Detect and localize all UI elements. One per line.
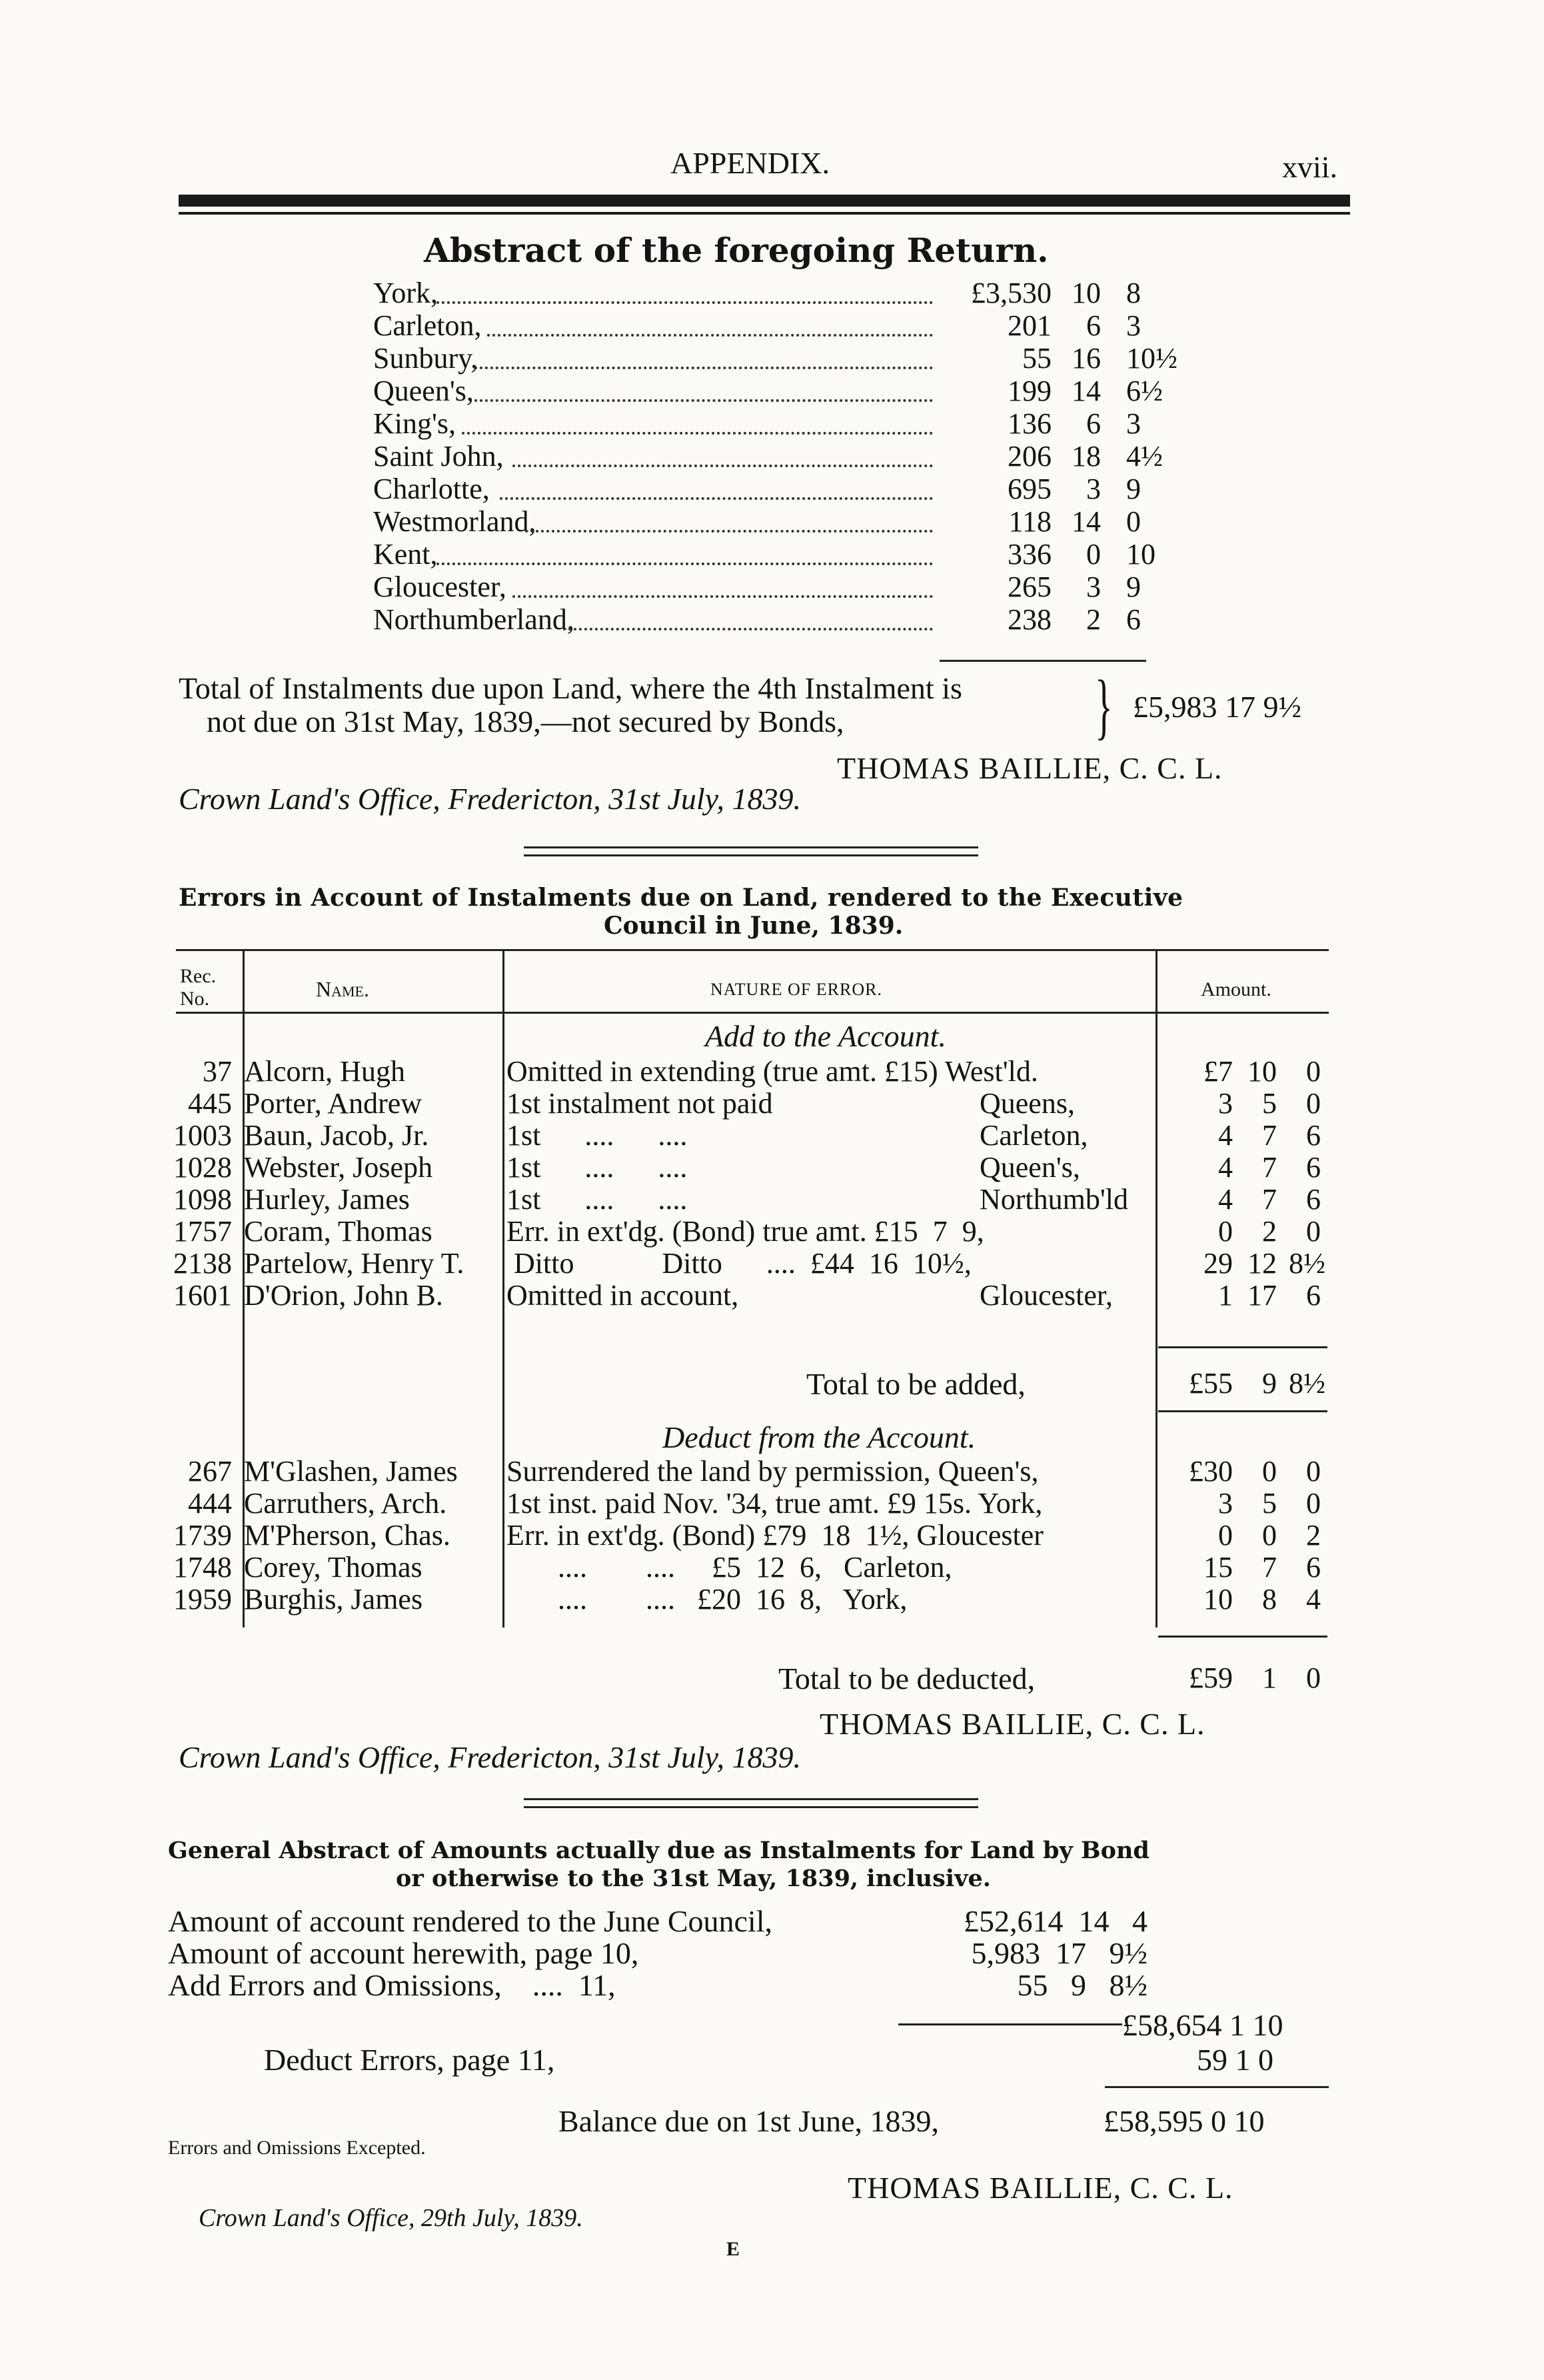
amount-shillings: 5	[1262, 1487, 1277, 1520]
abstract-pounds: 118	[1008, 505, 1052, 538]
amount-pounds: 0	[1218, 1215, 1233, 1248]
row-nature: Err. in ext'dg. (Bond) £79 18 1½, Gloucester	[506, 1519, 1044, 1552]
abstract-pence: 4½	[1126, 440, 1163, 473]
table-row	[0, 1182, 1544, 1214]
row-location: Queens,	[980, 1087, 1075, 1120]
general-title-line2: or otherwise to the 31st May, 1839, inclusive.	[396, 1865, 991, 1892]
row-name: D'Orion, John B.	[244, 1279, 443, 1312]
row-name: Partelow, Henry T.	[244, 1247, 464, 1280]
abstract-pence: 3	[1126, 407, 1141, 440]
deduct-total-label: Total to be deducted,	[778, 1662, 1036, 1696]
table-row	[0, 1518, 1544, 1550]
amount-shillings: 0	[1262, 1455, 1277, 1488]
abstract-pence: 6½	[1126, 375, 1163, 407]
row-name: Webster, Joseph	[244, 1151, 433, 1184]
amount-shillings: 7	[1262, 1119, 1277, 1152]
col-rule	[243, 949, 245, 1012]
amount-pence: 0	[1306, 1487, 1321, 1520]
amount-pence: 2	[1306, 1519, 1321, 1552]
table-row	[0, 1054, 1544, 1086]
abstract-shillings: 14	[1072, 505, 1101, 538]
abstract-pounds: £3,530	[971, 277, 1052, 309]
amount-shillings: 5	[1262, 1087, 1277, 1120]
row-location: Carleton,	[980, 1119, 1088, 1152]
row-nature: Ditto Ditto .... £44 16 10½,	[506, 1247, 972, 1280]
amount-pounds: 15	[1203, 1551, 1233, 1584]
general-office-date: Crown Land's Office, 29th July, 1839.	[199, 2204, 583, 2232]
amount-shillings: 2	[1262, 1215, 1277, 1248]
amount-pounds: 3	[1218, 1487, 1233, 1520]
abstract-pence: 3	[1126, 309, 1141, 342]
general-row-value: 55 9 8½	[1017, 1968, 1148, 2002]
abstract-shillings: 14	[1072, 375, 1101, 407]
rec-number: 37	[203, 1055, 232, 1088]
rec-number: 1757	[173, 1215, 232, 1248]
row-location: Northumb'ld	[980, 1183, 1129, 1216]
signature-mark: E	[726, 2238, 740, 2260]
amount-pounds: 4	[1218, 1119, 1233, 1152]
row-name: Porter, Andrew	[244, 1087, 422, 1120]
abstract-shillings: 16	[1072, 342, 1101, 375]
abstract-shillings: 18	[1072, 440, 1101, 473]
header-name: Name.	[316, 977, 369, 1001]
errors-title-line1: Errors in Account of Instalments due on Land, rendered to the Executive	[179, 884, 1183, 912]
abstract-shillings: 6	[1086, 407, 1101, 440]
table-row	[0, 1214, 1544, 1246]
abstract-county: Westmorland,	[373, 505, 536, 538]
general-row-value: £52,614 14 4	[964, 1904, 1148, 1938]
row-location: Queen's,	[980, 1151, 1080, 1184]
abstract-pounds: 695	[1008, 473, 1052, 505]
abstract-total-line2: not due on 31st May, 1839,—not secured by Bonds,	[207, 704, 844, 738]
abstract-pounds: 265	[1008, 571, 1052, 603]
amount-pence: 6	[1306, 1183, 1321, 1216]
page-number: xvii.	[1282, 150, 1338, 184]
leader-dots	[436, 563, 933, 565]
table-row	[0, 1150, 1544, 1182]
amount-shillings: 10	[1247, 1055, 1277, 1088]
amount-pence: 0	[1306, 1087, 1321, 1120]
abstract-county: Northumberland,	[373, 603, 574, 636]
row-nature: 1st .... ....	[506, 1151, 688, 1184]
separator-rule	[524, 1798, 978, 1800]
col-rule	[502, 949, 504, 1012]
amount-pence: 8½	[1289, 1247, 1325, 1280]
amount-shillings: 7	[1262, 1183, 1277, 1216]
rec-number: 1028	[173, 1151, 232, 1184]
abstract-shillings: 3	[1086, 473, 1101, 505]
amount-pounds: 4	[1218, 1183, 1233, 1216]
abstract-shillings: 2	[1086, 603, 1101, 636]
abstract-pence: 10	[1126, 538, 1156, 571]
abstract-county: Kent,	[373, 538, 438, 571]
table-row	[0, 1486, 1544, 1518]
general-deduct-value: 59 1 0	[1197, 2043, 1273, 2077]
abstract-pounds: 136	[1008, 407, 1052, 440]
amount-pounds: 29	[1203, 1247, 1233, 1280]
deduct-total-amount: £59 1 0	[1189, 1662, 1321, 1694]
row-nature: .... .... £20 16 8, York,	[506, 1583, 908, 1616]
abstract-county: Carleton,	[373, 309, 482, 342]
row-location: Gloucester,	[980, 1279, 1113, 1312]
row-nature: 1st inst. paid Nov. '34, true amt. £9 15s. York,	[506, 1487, 1043, 1520]
errors-excepted-note: Errors and Omissions Excepted.	[168, 2137, 426, 2159]
amount-pounds: 4	[1218, 1151, 1233, 1184]
balance-label: Balance due on 1st June, 1839,	[558, 2104, 940, 2138]
row-nature: 1st .... ....	[506, 1183, 688, 1216]
rec-number: 2138	[173, 1247, 232, 1280]
row-nature: Err. in ext'dg. (Bond) true amt. £15 7 9,	[506, 1215, 984, 1248]
table-row	[0, 1246, 1544, 1278]
add-total-label: Total to be added,	[806, 1367, 1026, 1401]
general-subtotal: £58,654 1 10	[1122, 2008, 1283, 2042]
row-nature: .... .... £5 12 6, Carleton,	[506, 1551, 952, 1584]
header-amount: Amount.	[1201, 978, 1271, 1000]
general-signature: THOMAS BAILLIE, C. C. L.	[848, 2171, 1233, 2205]
general-title-line1: General Abstract of Amounts actually due as Instalments for Land by Bond	[168, 1837, 1150, 1864]
rec-number: 1959	[173, 1583, 232, 1616]
amount-pence: 6	[1306, 1279, 1321, 1312]
errors-signature: THOMAS BAILLIE, C. C. L.	[820, 1707, 1205, 1741]
table-row	[0, 1086, 1544, 1118]
row-nature: Omitted in extending (true amt. £15) West'ld.	[506, 1055, 1038, 1088]
row-name: M'Glashen, James	[244, 1455, 458, 1488]
amount-pounds: £7	[1203, 1055, 1233, 1088]
abstract-pence: 8	[1126, 277, 1141, 309]
amount-pounds: 1	[1218, 1279, 1233, 1312]
leader-dots	[436, 301, 933, 304]
row-name: Baun, Jacob, Jr.	[244, 1119, 429, 1152]
general-deduct-label: Deduct Errors, page 11,	[264, 2043, 555, 2077]
row-name: M'Pherson, Chas.	[244, 1519, 450, 1552]
abstract-pence: 6	[1126, 603, 1141, 636]
abstract-pence: 9	[1126, 473, 1141, 505]
separator-rule	[524, 846, 978, 848]
leader-dots	[474, 399, 933, 402]
abstract-county: King's,	[373, 407, 456, 440]
leader-dots	[525, 530, 933, 533]
abstract-total-value: £5,983 17 9½	[1133, 690, 1301, 724]
amount-pence: 4	[1306, 1583, 1321, 1616]
add-total-rule	[1158, 1410, 1327, 1412]
add-total-amount: £55 9 8½	[1189, 1367, 1325, 1400]
amount-shillings: 12	[1247, 1247, 1277, 1280]
rec-number: 444	[188, 1487, 232, 1520]
amount-pounds: 10	[1203, 1583, 1233, 1616]
abstract-pounds: 199	[1008, 375, 1052, 407]
row-name: Coram, Thomas	[244, 1215, 432, 1248]
abstract-pounds: 201	[1008, 309, 1052, 342]
row-nature: 1st instalment not paid	[506, 1087, 773, 1120]
deduct-heading: Deduct from the Account.	[662, 1420, 976, 1454]
amount-shillings: 0	[1262, 1519, 1277, 1552]
amount-pounds: 0	[1218, 1519, 1233, 1552]
leader-dots	[512, 595, 933, 598]
deduct-sum-rule	[1158, 1636, 1327, 1638]
col-rule	[1156, 949, 1158, 1012]
abstract-shillings: 6	[1086, 309, 1101, 342]
table-row	[0, 1118, 1544, 1150]
abstract-pounds: 238	[1008, 603, 1052, 636]
rec-number: 1098	[173, 1183, 232, 1216]
leader-dots	[500, 497, 933, 500]
row-name: Burghis, James	[244, 1583, 423, 1616]
abstract-pence: 0	[1126, 505, 1141, 538]
abstract-county: York,	[373, 277, 438, 309]
general-row-label: Add Errors and Omissions, .... 11,	[168, 1968, 616, 2002]
row-name: Alcorn, Hugh	[244, 1055, 405, 1088]
errors-office-date: Crown Land's Office, Fredericton, 31st July, 1839.	[179, 1740, 802, 1774]
abstract-pence: 10½	[1126, 342, 1177, 375]
abstract-county: Charlotte,	[373, 473, 490, 505]
header-rec: Rec. No.	[180, 965, 217, 1010]
page-header-title: APPENDIX.	[670, 146, 830, 180]
abstract-pounds: 55	[1022, 342, 1052, 375]
amount-shillings: 7	[1262, 1551, 1277, 1584]
add-heading: Add to the Account.	[705, 1019, 946, 1053]
amount-shillings: 8	[1262, 1583, 1277, 1616]
row-nature: Omitted in account,	[506, 1279, 739, 1312]
abstract-total-line1: Total of Instalments due upon Land, where the 4th Instalment is	[179, 671, 962, 705]
abstract-sum-rule	[940, 660, 1146, 662]
rec-number: 1601	[173, 1279, 232, 1312]
row-name: Hurley, James	[244, 1183, 410, 1216]
general-sum-rule	[898, 2023, 1122, 2025]
table-row	[0, 1550, 1544, 1582]
leader-dots	[563, 628, 933, 630]
brace-icon: }	[1095, 665, 1113, 746]
general-row-label: Amount of account rendered to the June Council,	[168, 1904, 772, 1938]
rec-number: 267	[188, 1455, 232, 1488]
balance-rule	[1105, 2086, 1329, 2088]
general-row-label: Amount of account herewith, page 10,	[168, 1936, 639, 1970]
abstract-signature: THOMAS BAILLIE, C. C. L.	[837, 751, 1223, 785]
abstract-shillings: 0	[1086, 538, 1101, 571]
amount-pounds: £30	[1189, 1455, 1233, 1488]
rec-number: 1748	[173, 1551, 232, 1584]
add-sum-rule	[1158, 1346, 1327, 1348]
separator-rule	[524, 1806, 978, 1808]
abstract-county: Queen's,	[373, 375, 474, 407]
table-row	[0, 1278, 1544, 1310]
leader-dots	[474, 367, 933, 369]
table-row	[0, 1454, 1544, 1486]
amount-pence: 6	[1306, 1151, 1321, 1184]
separator-rule	[524, 854, 978, 856]
abstract-shillings: 3	[1086, 571, 1101, 603]
amount-pence: 6	[1306, 1551, 1321, 1584]
header-rule-thin	[179, 212, 1350, 215]
leader-dots	[462, 432, 933, 435]
leader-dots	[487, 334, 933, 337]
rec-number: 445	[188, 1087, 232, 1120]
row-nature: 1st .... ....	[506, 1119, 688, 1152]
amount-pence: 6	[1306, 1119, 1321, 1152]
abstract-pounds: 336	[1008, 538, 1052, 571]
leader-dots	[512, 465, 933, 467]
abstract-county: Gloucester,	[373, 571, 506, 603]
amount-shillings: 7	[1262, 1151, 1277, 1184]
header-rule	[179, 195, 1350, 207]
rec-number: 1003	[173, 1119, 232, 1152]
abstract-pounds: 206	[1008, 440, 1052, 473]
row-name: Corey, Thomas	[244, 1551, 422, 1584]
abstract-county: Sunbury,	[373, 342, 478, 375]
balance-value: £58,595 0 10	[1104, 2104, 1265, 2138]
row-name: Carruthers, Arch.	[244, 1487, 447, 1520]
abstract-county: Saint John,	[373, 440, 504, 473]
amount-pounds: 3	[1218, 1087, 1233, 1120]
header-nature: NATURE OF ERROR.	[710, 980, 882, 999]
errors-title-line2: Council in June, 1839.	[604, 912, 904, 940]
amount-shillings: 17	[1247, 1279, 1277, 1312]
table-row	[0, 1582, 1544, 1614]
abstract-shillings: 10	[1072, 277, 1101, 309]
abstract-title: Abstract of the foregoing Return.	[424, 231, 1049, 270]
amount-pence: 0	[1306, 1455, 1321, 1488]
abstract-office-date: Crown Land's Office, Fredericton, 31st July, 1839.	[179, 782, 802, 816]
abstract-pence: 9	[1126, 571, 1141, 603]
general-row-value: 5,983 17 9½	[971, 1936, 1148, 1970]
amount-pence: 0	[1306, 1215, 1321, 1248]
row-nature: Surrendered the land by permission, Queen's,	[506, 1455, 1039, 1488]
amount-pence: 0	[1306, 1055, 1321, 1088]
rec-number: 1739	[173, 1519, 232, 1552]
